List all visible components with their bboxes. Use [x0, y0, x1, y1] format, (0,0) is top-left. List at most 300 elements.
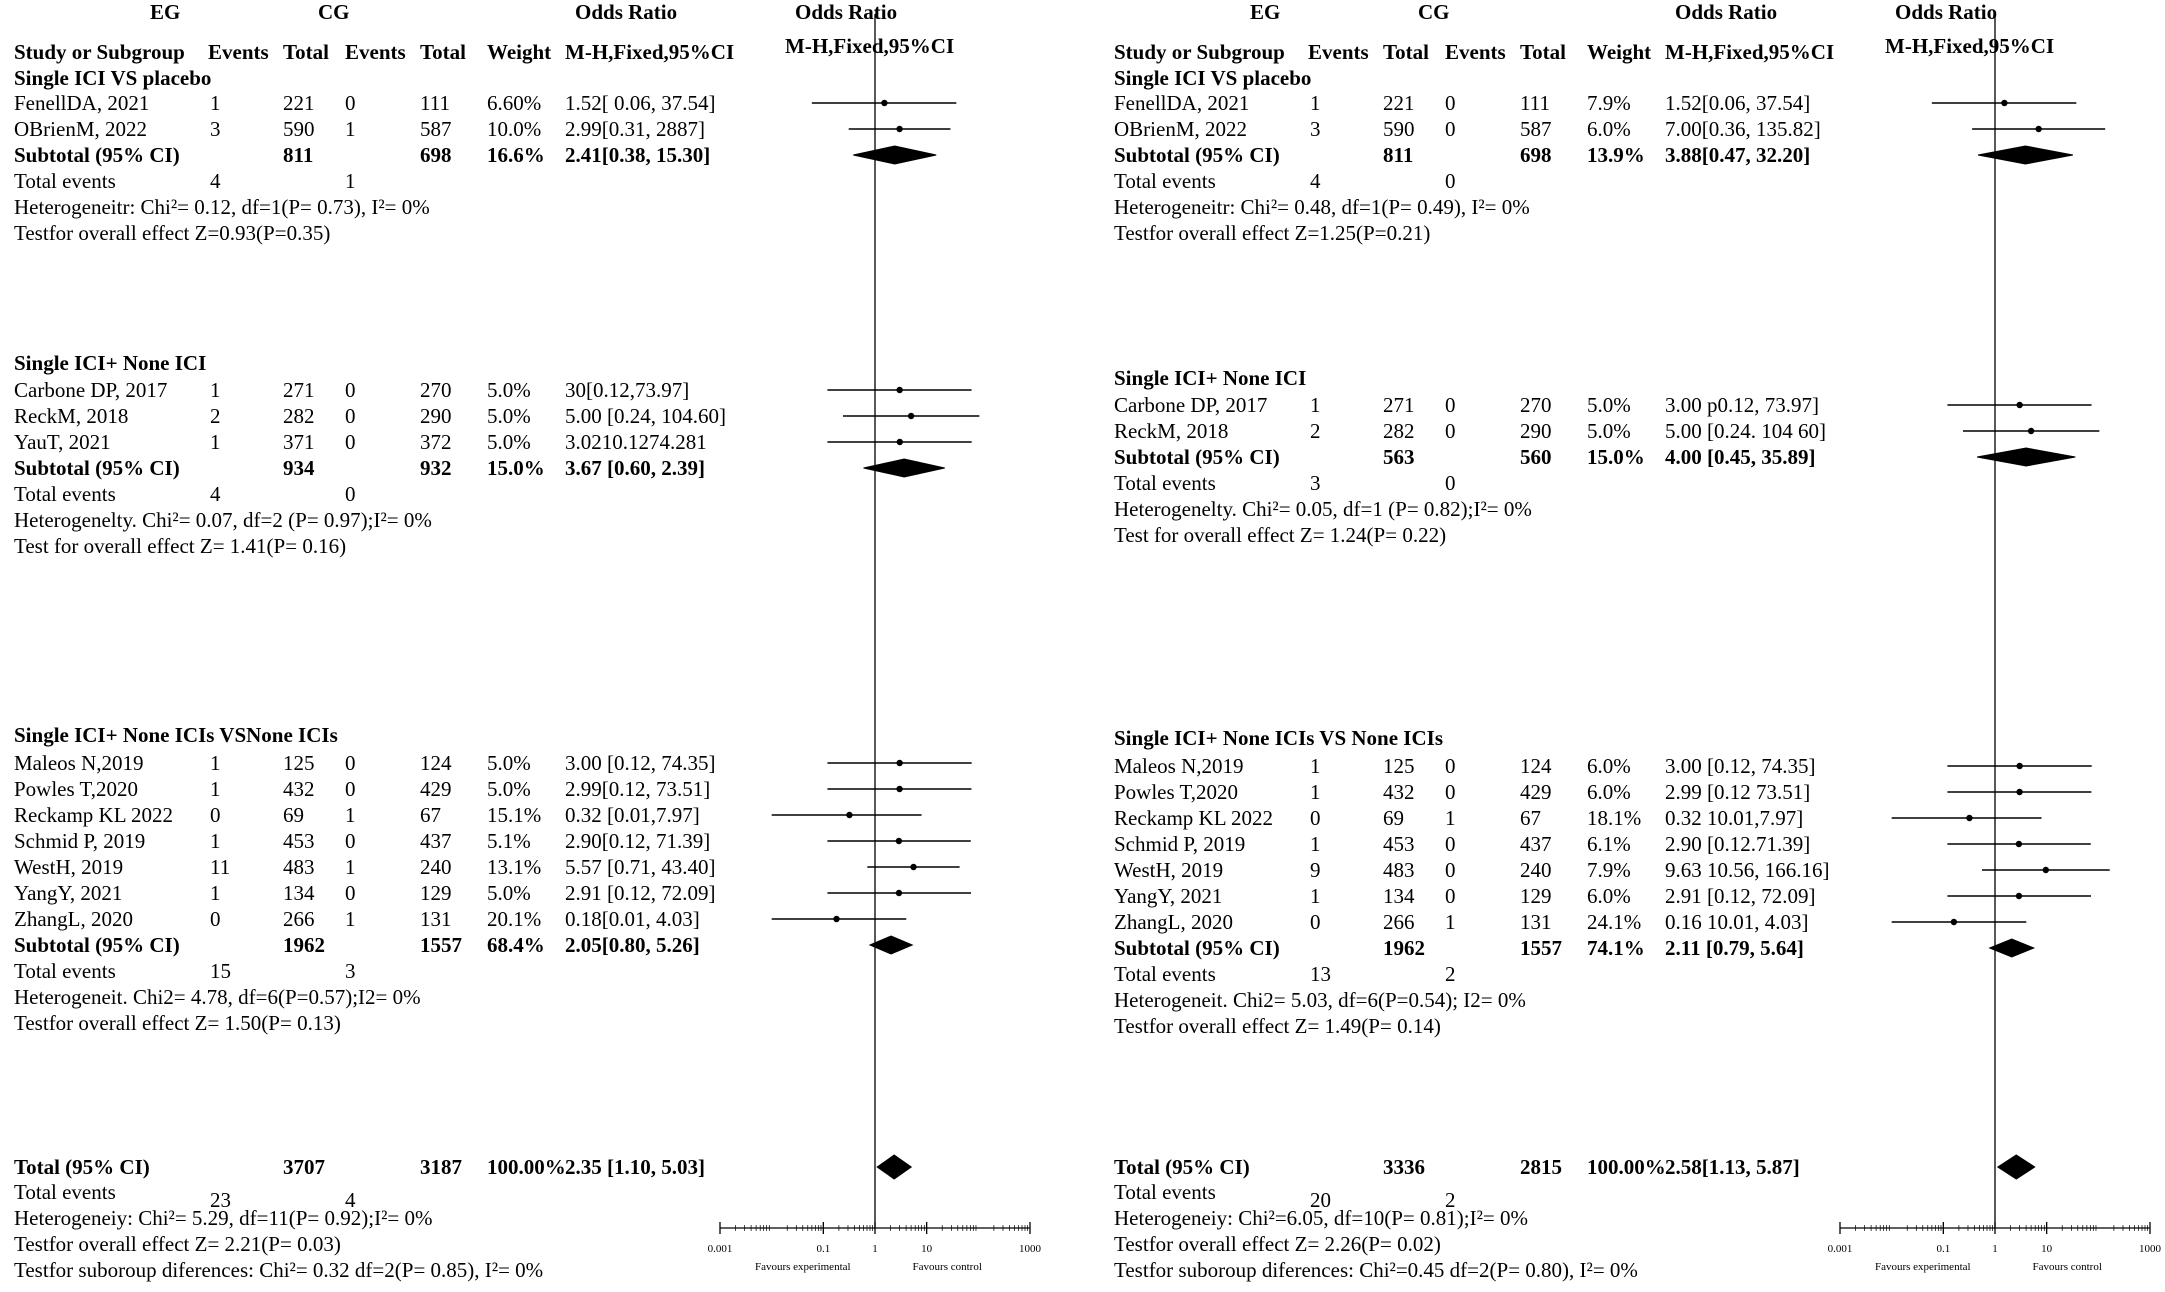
study-weight: 18.1% [1587, 806, 1642, 830]
subtotal-total-eg: 563 [1383, 445, 1415, 469]
overall-events-cg: 2 [1445, 1188, 1456, 1212]
forest-plot-svg [0, 0, 1065, 1292]
overall-effect-total-text: Testfor overall effect Z= 2.26(P= 0.02) [1114, 1232, 1441, 1256]
study-weight: 6.0% [1587, 780, 1631, 804]
study-total-cg: 240 [420, 855, 452, 879]
study-total-eg: 590 [283, 117, 315, 141]
study-name: Reckamp KL 2022 [14, 803, 174, 827]
study-events-cg: 1 [1445, 910, 1456, 934]
study-name: YangY, 2021 [14, 881, 123, 905]
header-total-cg: Total [1520, 40, 1566, 64]
study-total-cg: 290 [420, 404, 452, 428]
header-eg: EG [1250, 0, 1281, 24]
study-total-eg: 432 [1383, 780, 1415, 804]
study-total-cg: 67 [1520, 806, 1541, 830]
total-weight: 100.00% [1587, 1155, 1666, 1179]
study-weight: 6.60% [487, 91, 542, 115]
overall-heterogeneity-text: Heterogeneiy: Chi²=6.05, df=10(P= 0.81);I²= 0% [1114, 1206, 1528, 1230]
subtotal-diamond [870, 936, 912, 954]
study-point [881, 100, 887, 106]
study-weight: 7.9% [1587, 858, 1631, 882]
study-events-eg: 1 [1310, 393, 1321, 417]
subtotal-diamond [864, 459, 945, 477]
study-or-ci: 2.91 [0.12, 72.09] [1665, 884, 1816, 908]
total-events-eg: 4 [210, 169, 221, 193]
total-events-label: Total events [14, 482, 116, 506]
study-events-cg: 0 [1445, 117, 1456, 141]
study-or-ci: 2.91 [0.12, 72.09] [565, 881, 716, 905]
study-total-cg: 429 [1520, 780, 1552, 804]
study-events-eg: 9 [1310, 858, 1321, 882]
study-total-cg: 290 [1520, 419, 1552, 443]
study-total-eg: 282 [283, 404, 315, 428]
header-method-1: M-H,Fixed,95%CI [565, 40, 735, 64]
study-point [2043, 867, 2049, 873]
study-events-cg: 0 [1445, 754, 1456, 778]
study-events-cg: 0 [345, 777, 356, 801]
subgroup-title: Single ICI+ None ICI [1114, 366, 1307, 390]
header-weight: Weight [1587, 40, 1652, 64]
total-events-label: Total events [1114, 169, 1216, 193]
header-odds-ratio-1: Odds Ratio [575, 0, 678, 24]
study-name: WestH, 2019 [1114, 858, 1224, 882]
study-or-ci: 7.00[0.36, 135.82] [1665, 117, 1821, 141]
header-total-cg: Total [420, 40, 466, 64]
subtotal-label: Subtotal (95% CI) [14, 143, 180, 167]
subtotal-weight: 16.6% [487, 143, 545, 167]
study-name: Powles T,2020 [14, 777, 139, 801]
subtotal-total-cg: 560 [1520, 445, 1552, 469]
header-odds-ratio-2: Odds Ratio [1895, 0, 1998, 24]
study-total-eg: 69 [1383, 806, 1404, 830]
overall-events-eg: 20 [1310, 1188, 1331, 1212]
study-weight: 5.0% [487, 430, 531, 454]
study-name: Schmid P, 2019 [14, 829, 146, 853]
study-events-cg: 0 [1445, 832, 1456, 856]
subtotal-label: Subtotal (95% CI) [1114, 143, 1280, 167]
x-tick-label: 0.001 [707, 1243, 733, 1255]
total-events-label: Total events [1114, 962, 1216, 986]
study-total-eg: 282 [1383, 419, 1415, 443]
heterogeneity-text: Heterogeneitr: Chi²= 0.48, df=1(P= 0.49), I²= 0% [1114, 195, 1530, 219]
study-events-eg: 2 [210, 404, 221, 428]
subtotal-weight: 74.1% [1587, 936, 1645, 960]
study-name: FenellDA, 2021 [1114, 91, 1250, 115]
header-method-2: M-H,Fixed,95%CI [785, 34, 955, 58]
study-name: ReckM, 2018 [14, 404, 129, 428]
study-total-cg: 437 [420, 829, 452, 853]
overall-heterogeneity-text: Heterogeneiy: Chi²= 5.29, df=11(P= 0.92);I²= 0% [14, 1206, 433, 1230]
total-events-eg: 15 [210, 959, 231, 983]
study-total-eg: 453 [1383, 832, 1415, 856]
study-weight: 5.0% [1587, 393, 1631, 417]
study-weight: 5.0% [1587, 419, 1631, 443]
study-total-cg: 372 [420, 430, 452, 454]
study-weight: 13.1% [487, 855, 542, 879]
total-events-eg: 4 [1310, 169, 1321, 193]
study-total-eg: 134 [1383, 884, 1415, 908]
forest-plot-right [1100, 0, 2165, 1292]
total-diamond [877, 1155, 911, 1179]
subtotal-diamond [1990, 939, 2034, 957]
study-name: Carbone DP, 2017 [1114, 393, 1268, 417]
study-weight: 5.0% [487, 751, 531, 775]
subtotal-total-cg: 698 [420, 143, 452, 167]
subtotal-or-ci: 3.88[0.47, 32.20] [1665, 143, 1811, 167]
study-events-cg: 1 [345, 803, 356, 827]
study-events-eg: 1 [1310, 780, 1321, 804]
overall-effect-text: Testfor overall effect Z= 1.49(P= 0.14) [1114, 1014, 1441, 1038]
study-weight: 5.0% [487, 777, 531, 801]
study-events-eg: 1 [1310, 884, 1321, 908]
study-point [833, 916, 839, 922]
study-point [896, 387, 902, 393]
study-total-eg: 271 [1383, 393, 1415, 417]
subtotal-weight: 68.4% [487, 933, 545, 957]
study-point [896, 890, 902, 896]
study-total-cg: 124 [1520, 754, 1552, 778]
study-events-cg: 0 [1445, 91, 1456, 115]
study-events-eg: 1 [1310, 832, 1321, 856]
study-point [2016, 841, 2022, 847]
overall-events-label: Total events [1114, 1180, 1216, 1204]
x-tick-label: 10 [2041, 1243, 2053, 1255]
study-name: WestH, 2019 [14, 855, 124, 879]
study-name: Schmid P, 2019 [1114, 832, 1246, 856]
x-tick-label: 0.1 [1936, 1243, 1951, 1255]
total-events-cg: 0 [1445, 471, 1456, 495]
study-events-cg: 0 [345, 751, 356, 775]
study-point [2035, 126, 2041, 132]
study-point [2016, 789, 2022, 795]
study-or-ci: 9.63 10.56, 166.16] [1665, 858, 1830, 882]
study-point [896, 126, 902, 132]
study-or-ci: 1.52[ 0.06, 37.54] [565, 91, 716, 115]
forest-plot-left [0, 0, 1082, 1292]
header-events-cg: Events [1445, 40, 1506, 64]
study-weight: 10.0% [487, 117, 542, 141]
study-name: FenellDA, 2021 [14, 91, 150, 115]
study-events-eg: 1 [210, 378, 221, 402]
overall-effect-text: Testfor overall effect Z= 1.50(P= 0.13) [14, 1011, 341, 1035]
overall-effect-text: Testfor overall effect Z=0.93(P=0.35) [14, 221, 331, 245]
subtotal-weight: 15.0% [1587, 445, 1645, 469]
study-or-ci: 5.00 [0.24, 104.60] [565, 404, 726, 428]
study-name: ReckM, 2018 [1114, 419, 1229, 443]
study-total-eg: 69 [283, 803, 304, 827]
subtotal-label: Subtotal (95% CI) [14, 933, 180, 957]
heterogeneity-text: Heterogeneit. Chi2= 5.03, df=6(P=0.54); I2= 0% [1114, 988, 1526, 1012]
study-events-cg: 1 [345, 907, 356, 931]
study-point [1966, 815, 1972, 821]
study-or-ci: 30[0.12,73.97] [565, 378, 690, 402]
x-tick-label: 0.001 [1827, 1243, 1853, 1255]
header-events-cg: Events [345, 40, 406, 64]
header-events-eg: Events [208, 40, 269, 64]
study-name: ZhangL, 2020 [14, 907, 133, 931]
study-events-eg: 2 [1310, 419, 1321, 443]
total-events-eg: 4 [210, 482, 221, 506]
study-events-eg: 11 [210, 855, 231, 879]
favours-experimental-label: Favours experimental [754, 1261, 851, 1273]
total-events-cg: 3 [345, 959, 356, 983]
study-events-eg: 0 [1310, 806, 1321, 830]
study-total-cg: 270 [1520, 393, 1552, 417]
subtotal-total-eg: 1962 [1383, 936, 1425, 960]
subtotal-total-cg: 698 [1520, 143, 1552, 167]
favours-control-label: Favours control [2032, 1261, 2102, 1273]
study-total-cg: 437 [1520, 832, 1552, 856]
study-point [2016, 402, 2022, 408]
overall-events-label: Total events [14, 1180, 116, 1204]
total-weight: 100.00% [487, 1155, 566, 1179]
study-total-cg: 111 [1520, 91, 1550, 115]
x-tick-label: 1 [1992, 1243, 1998, 1255]
study-weight: 5.1% [487, 829, 531, 853]
study-weight: 6.0% [1587, 117, 1631, 141]
study-total-eg: 483 [283, 855, 315, 879]
study-point [896, 760, 902, 766]
subtotal-label: Subtotal (95% CI) [14, 456, 180, 480]
total-label: Total (95% CI) [1114, 1155, 1250, 1179]
study-or-ci: 2.90[0.12, 71.39] [565, 829, 711, 853]
total-events-eg: 3 [1310, 471, 1321, 495]
subtotal-total-eg: 1962 [283, 933, 325, 957]
study-total-cg: 111 [420, 91, 450, 115]
study-total-eg: 221 [283, 91, 315, 115]
overall-effect-text: Testfor overall effect Z=1.25(P=0.21) [1114, 221, 1431, 245]
study-or-ci: 2.90 [0.12.71.39] [1665, 832, 1811, 856]
study-total-eg: 134 [283, 881, 315, 905]
study-total-eg: 453 [283, 829, 315, 853]
study-weight: 5.0% [487, 881, 531, 905]
subgroup-title: Single ICI+ None ICIs VSNone ICIs [14, 723, 338, 747]
study-point [910, 864, 916, 870]
study-events-eg: 1 [210, 91, 221, 115]
heterogeneity-text: Heterogeneit. Chi2= 4.78, df=6(P=0.57);I2= 0% [14, 985, 421, 1009]
header-eg: EG [150, 0, 181, 24]
x-tick-label: 1 [872, 1243, 878, 1255]
overall-effect-total-text: Testfor overall effect Z= 2.21(P= 0.03) [14, 1232, 341, 1256]
study-or-ci: 3.00 p0.12, 73.97] [1665, 393, 1819, 417]
study-weight: 15.1% [487, 803, 542, 827]
header-cg: CG [318, 0, 350, 24]
study-total-cg: 131 [1520, 910, 1552, 934]
x-tick-label: 1000 [2139, 1243, 2161, 1255]
header-events-eg: Events [1308, 40, 1369, 64]
study-total-cg: 67 [420, 803, 441, 827]
x-tick-label: 10 [921, 1243, 933, 1255]
study-total-eg: 125 [283, 751, 315, 775]
total-eg: 3707 [283, 1155, 325, 1179]
study-total-cg: 129 [420, 881, 452, 905]
study-events-cg: 1 [1445, 806, 1456, 830]
study-point [2016, 893, 2022, 899]
study-name: ZhangL, 2020 [1114, 910, 1233, 934]
study-or-ci: 2.99[0.31, 2887] [565, 117, 705, 141]
study-total-eg: 432 [283, 777, 315, 801]
study-events-eg: 1 [210, 829, 221, 853]
study-total-eg: 483 [1383, 858, 1415, 882]
study-events-cg: 0 [1445, 858, 1456, 882]
study-or-ci: 3.00 [0.12, 74.35] [565, 751, 716, 775]
study-events-cg: 1 [345, 117, 356, 141]
header-total-eg: Total [1383, 40, 1429, 64]
study-events-cg: 0 [1445, 780, 1456, 804]
study-total-eg: 271 [283, 378, 315, 402]
study-total-eg: 266 [1383, 910, 1415, 934]
study-name: Maleos N,2019 [1114, 754, 1244, 778]
header-cg: CG [1418, 0, 1450, 24]
total-label: Total (95% CI) [14, 1155, 150, 1179]
study-or-ci: 2.99[0.12, 73.51] [565, 777, 711, 801]
study-total-eg: 125 [1383, 754, 1415, 778]
header-odds-ratio-1: Odds Ratio [1675, 0, 1778, 24]
subtotal-diamond [1977, 448, 2075, 466]
subgroup-title: Single ICI+ None ICI [14, 351, 207, 375]
subtotal-or-ci: 2.11 [0.79, 5.64] [1665, 936, 1804, 960]
study-events-eg: 1 [210, 777, 221, 801]
header-study: Study or Subgroup [14, 40, 185, 64]
subtotal-weight: 15.0% [487, 456, 545, 480]
study-weight: 6.1% [1587, 832, 1631, 856]
study-events-cg: 0 [345, 91, 356, 115]
study-or-ci: 0.16 10.01, 4.03] [1665, 910, 1809, 934]
overall-events-eg: 23 [210, 1188, 231, 1212]
study-events-cg: 0 [345, 881, 356, 905]
subgroup-differences-text: Testfor suboroup diferences: Chi²= 0.32 df=2(P= 0.85), I²= 0% [14, 1258, 544, 1282]
subgroup-title: Single ICI VS placebo [14, 66, 212, 90]
study-or-ci: 1.52[0.06, 37.54] [1665, 91, 1811, 115]
subtotal-diamond [853, 146, 936, 164]
favours-experimental-label: Favours experimental [1874, 1261, 1971, 1273]
total-events-cg: 0 [345, 482, 356, 506]
total-cg: 2815 [1520, 1155, 1562, 1179]
subtotal-total-eg: 811 [1383, 143, 1414, 167]
total-events-label: Total events [1114, 471, 1216, 495]
total-events-cg: 2 [1445, 962, 1456, 986]
study-or-ci: 5.57 [0.71, 43.40] [565, 855, 716, 879]
study-point [2001, 100, 2007, 106]
study-or-ci: 5.00 [0.24. 104 60] [1665, 419, 1826, 443]
header-method-1: M-H,Fixed,95%CI [1665, 40, 1835, 64]
study-name: Maleos N,2019 [14, 751, 144, 775]
heterogeneity-text: Heterogeneitr: Chi²= 0.12, df=1(P= 0.73), I²= 0% [14, 195, 430, 219]
study-events-cg: 1 [345, 855, 356, 879]
study-events-eg: 0 [210, 907, 221, 931]
subtotal-total-cg: 932 [420, 456, 452, 480]
heterogeneity-text: Heterogenelty. Chi²= 0.05, df=1 (P= 0.82);I²= 0% [1114, 497, 1532, 521]
study-weight: 6.0% [1587, 884, 1631, 908]
subgroup-title: Single ICI+ None ICIs VS None ICIs [1114, 726, 1443, 750]
study-weight: 7.9% [1587, 91, 1631, 115]
overall-effect-text: Test for overall effect Z= 1.41(P= 0.16) [14, 534, 347, 558]
study-total-cg: 129 [1520, 884, 1552, 908]
study-name: Carbone DP, 2017 [14, 378, 168, 402]
subtotal-total-cg: 1557 [1520, 936, 1562, 960]
study-events-cg: 0 [345, 430, 356, 454]
study-weight: 5.0% [487, 404, 531, 428]
study-events-eg: 3 [210, 117, 221, 141]
total-eg: 3336 [1383, 1155, 1425, 1179]
subtotal-or-ci: 2.05[0.80, 5.26] [565, 933, 700, 957]
study-name: Powles T,2020 [1114, 780, 1239, 804]
subtotal-weight: 13.9% [1587, 143, 1645, 167]
study-events-eg: 3 [1310, 117, 1321, 141]
subgroup-title: Single ICI VS placebo [1114, 66, 1312, 90]
study-total-eg: 590 [1383, 117, 1415, 141]
header-study: Study or Subgroup [1114, 40, 1285, 64]
subtotal-or-ci: 3.67 [0.60, 2.39] [565, 456, 705, 480]
study-weight: 5.0% [487, 378, 531, 402]
study-events-eg: 1 [210, 430, 221, 454]
study-events-cg: 0 [1445, 884, 1456, 908]
study-point [2028, 428, 2034, 434]
study-events-eg: 1 [210, 751, 221, 775]
study-total-cg: 240 [1520, 858, 1552, 882]
study-total-cg: 270 [420, 378, 452, 402]
header-method-2: M-H,Fixed,95%CI [1885, 34, 2055, 58]
subtotal-or-ci: 4.00 [0.45, 35.89] [1665, 445, 1816, 469]
study-total-cg: 429 [420, 777, 452, 801]
study-name: Reckamp KL 2022 [1114, 806, 1274, 830]
subtotal-diamond [1978, 146, 2073, 164]
study-or-ci: 2.99 [0.12 73.51] [1665, 780, 1811, 804]
study-point [896, 786, 902, 792]
study-total-cg: 587 [1520, 117, 1552, 141]
x-tick-label: 1000 [1019, 1243, 1041, 1255]
header-odds-ratio-2: Odds Ratio [795, 0, 898, 24]
total-or-ci: 2.35 [1.10, 5.03] [565, 1155, 705, 1179]
study-point [897, 439, 903, 445]
subtotal-total-cg: 1557 [420, 933, 462, 957]
study-or-ci: 0.18[0.01, 4.03] [565, 907, 700, 931]
study-events-eg: 1 [1310, 91, 1321, 115]
total-events-cg: 1 [345, 169, 356, 193]
header-weight: Weight [487, 40, 552, 64]
study-total-eg: 371 [283, 430, 315, 454]
heterogeneity-text: Heterogenelty. Chi²= 0.07, df=2 (P= 0.97);I²= 0% [14, 508, 432, 532]
study-or-ci: 0.32 [0.01,7.97] [565, 803, 700, 827]
study-total-cg: 124 [420, 751, 452, 775]
total-cg: 3187 [420, 1155, 462, 1179]
study-or-ci: 0.32 10.01,7.97] [1665, 806, 1804, 830]
forest-plot-svg [1100, 0, 2165, 1292]
total-or-ci: 2.58[1.13, 5.87] [1665, 1155, 1800, 1179]
total-events-label: Total events [14, 169, 116, 193]
study-events-cg: 0 [345, 829, 356, 853]
overall-effect-text: Test for overall effect Z= 1.24(P= 0.22) [1114, 523, 1447, 547]
overall-events-cg: 4 [345, 1188, 356, 1212]
subtotal-label: Subtotal (95% CI) [1114, 936, 1280, 960]
study-events-cg: 0 [1445, 393, 1456, 417]
study-name: OBrienM, 2022 [14, 117, 147, 141]
subtotal-total-eg: 811 [283, 143, 314, 167]
total-events-eg: 13 [1310, 962, 1331, 986]
study-weight: 24.1% [1587, 910, 1642, 934]
subgroup-differences-text: Testfor suboroup diferences: Chi²=0.45 df=2(P= 0.80), I²= 0% [1114, 1258, 1638, 1282]
subtotal-or-ci: 2.41[0.38, 15.30] [565, 143, 711, 167]
study-or-ci: 3.0210.1274.281 [565, 430, 707, 454]
study-point [2016, 763, 2022, 769]
study-name: YangY, 2021 [1114, 884, 1223, 908]
study-total-eg: 266 [283, 907, 315, 931]
study-events-eg: 0 [1310, 910, 1321, 934]
study-name: OBrienM, 2022 [1114, 117, 1247, 141]
study-weight: 20.1% [487, 907, 542, 931]
study-events-eg: 1 [210, 881, 221, 905]
favours-control-label: Favours control [912, 1261, 982, 1273]
